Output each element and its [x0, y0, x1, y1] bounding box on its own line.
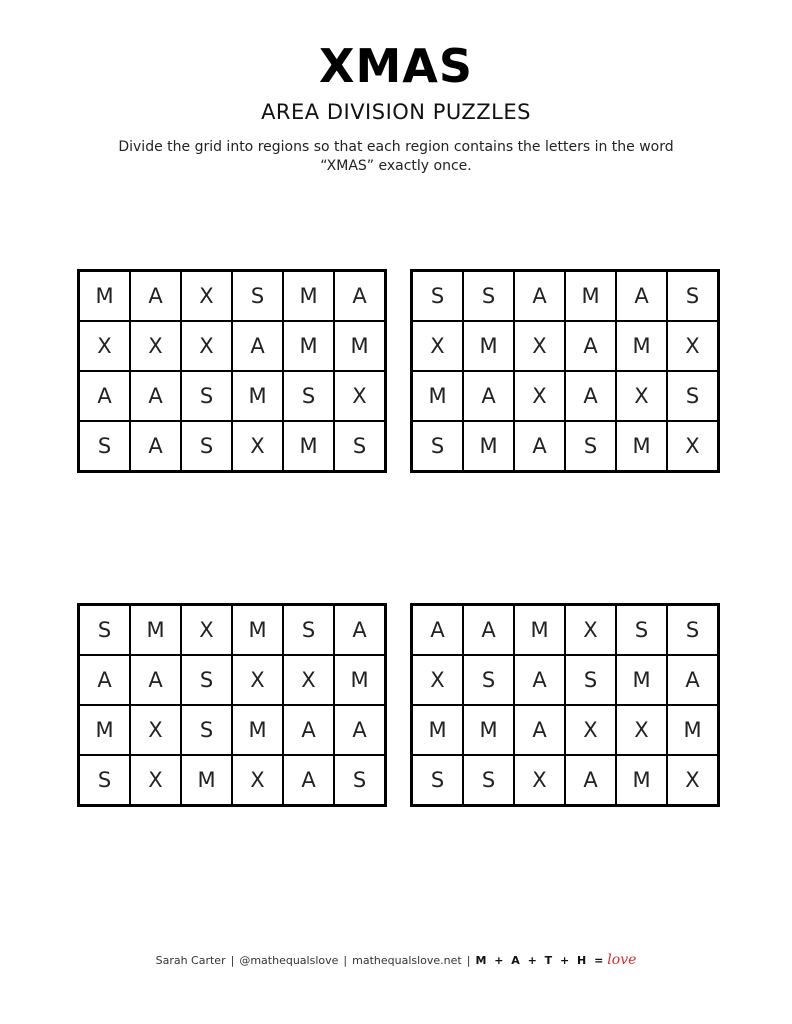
grid-cell: S — [463, 271, 514, 322]
grid-row — [412, 371, 719, 421]
grid-cell: X — [181, 271, 232, 322]
grid-cell: A — [616, 271, 667, 322]
grid-cell: M — [616, 755, 667, 806]
grid-cell: X — [232, 655, 283, 705]
grid-row — [79, 655, 386, 705]
grid-cell: X — [514, 321, 565, 371]
grid-cell: S — [667, 371, 719, 421]
grid-cell: A — [232, 321, 283, 371]
grid-row — [412, 655, 719, 705]
grid-cell: X — [412, 655, 464, 705]
grid-row — [79, 421, 386, 472]
grid-cell: M — [514, 605, 565, 656]
grid-cell: S — [565, 655, 616, 705]
grid-cell: X — [667, 755, 719, 806]
grid-cell: S — [181, 421, 232, 472]
grid-cell: M — [334, 321, 386, 371]
grid-cell: A — [130, 271, 181, 322]
grid-cell: M — [463, 421, 514, 472]
grid-cell: M — [412, 705, 464, 755]
grid-cell: A — [667, 655, 719, 705]
grid-cell: S — [667, 271, 719, 322]
grid-cell: A — [130, 371, 181, 421]
grid-cell: M — [334, 655, 386, 705]
grid-cell: X — [232, 755, 283, 806]
grid-cell: S — [334, 421, 386, 472]
grid-row — [79, 271, 386, 322]
grid-cell: M — [232, 605, 283, 656]
grid-row — [412, 755, 719, 806]
page-title: XMAS — [319, 39, 473, 93]
grid-row — [412, 321, 719, 371]
grid-cell: S — [412, 421, 464, 472]
grid-cell: X — [130, 321, 181, 371]
grid-cell: S — [181, 655, 232, 705]
grid-cell: S — [79, 605, 131, 656]
grid-cell: X — [514, 371, 565, 421]
grid-cell: S — [334, 755, 386, 806]
footer — [0, 952, 792, 968]
grid-cell: A — [334, 705, 386, 755]
grid-cell: M — [181, 755, 232, 806]
grid-cell: X — [334, 371, 386, 421]
grid-cell: A — [565, 371, 616, 421]
puzzle-grid-3 — [77, 603, 387, 807]
grid-cell: M — [232, 705, 283, 755]
grid-cell: X — [667, 321, 719, 371]
footer-separator: | — [343, 954, 348, 967]
grid-cell: S — [463, 655, 514, 705]
grid-cell: X — [232, 421, 283, 472]
grid-cell: A — [79, 371, 131, 421]
grid-row — [79, 321, 386, 371]
grid-cell: A — [514, 271, 565, 322]
grid-cell: A — [334, 605, 386, 656]
grid-cell: A — [514, 655, 565, 705]
grid-cell: M — [130, 605, 181, 656]
grid-cell: M — [283, 271, 334, 322]
grid-cell: S — [565, 421, 616, 472]
grid-row — [412, 421, 719, 472]
grid-cell: X — [565, 605, 616, 656]
grid-cell: X — [616, 705, 667, 755]
grid-cell: A — [463, 371, 514, 421]
grid-cell: M — [232, 371, 283, 421]
grid-cell: A — [283, 705, 334, 755]
grid-cell: S — [181, 371, 232, 421]
grid-cell: A — [463, 605, 514, 656]
grid-cell: S — [232, 271, 283, 322]
grid-cell: X — [283, 655, 334, 705]
grid-cell: A — [283, 755, 334, 806]
grid-cell: M — [463, 705, 514, 755]
grid-cell: M — [667, 705, 719, 755]
grid-row — [412, 605, 719, 656]
grid-cell: S — [412, 755, 464, 806]
grid-row — [412, 271, 719, 322]
grid-cell: S — [412, 271, 464, 322]
grid-cell: S — [667, 605, 719, 656]
grid-cell: A — [130, 655, 181, 705]
grid-cell: X — [130, 705, 181, 755]
grid-cell: M — [283, 321, 334, 371]
instructions-text: Divide the grid into regions so that each region contains the letters in the word “XMAS” exactly once. — [118, 139, 674, 174]
grid-cell: S — [283, 605, 334, 656]
page-subtitle: AREA DIVISION PUZZLES — [261, 100, 531, 124]
grid-cell: M — [616, 655, 667, 705]
grid-cell: A — [412, 605, 464, 656]
grid-row — [79, 755, 386, 806]
puzzle-grid-4 — [410, 603, 720, 807]
grid-cell: A — [565, 755, 616, 806]
grid-cell: S — [283, 371, 334, 421]
grid-cell: X — [565, 705, 616, 755]
grid-cell: M — [463, 321, 514, 371]
grid-cell: M — [283, 421, 334, 472]
grid-cell: S — [79, 755, 131, 806]
grid-cell: A — [565, 321, 616, 371]
grid-cell: S — [181, 705, 232, 755]
grid-cell: X — [181, 605, 232, 656]
grid-cell: M — [79, 705, 131, 755]
grid-cell: M — [79, 271, 131, 322]
grid-cell: A — [334, 271, 386, 322]
puzzle-grid-2 — [410, 269, 720, 473]
grid-cell: X — [616, 371, 667, 421]
footer-website: mathequalslove.net — [352, 954, 462, 967]
grid-cell: X — [79, 321, 131, 371]
grid-cell: M — [616, 321, 667, 371]
grid-cell: S — [616, 605, 667, 656]
puzzle-grid-1 — [77, 269, 387, 473]
grid-cell: X — [412, 321, 464, 371]
footer-love-logo: love — [607, 952, 637, 968]
footer-separator: | — [230, 954, 235, 967]
footer-brand: M + A + T + H = — [475, 954, 606, 967]
grid-cell: X — [130, 755, 181, 806]
footer-author: Sarah Carter — [155, 954, 226, 967]
grid-cell: S — [79, 421, 131, 472]
grid-cell: X — [181, 321, 232, 371]
footer-separator: | — [466, 954, 471, 967]
grid-row — [79, 371, 386, 421]
grid-cell: M — [616, 421, 667, 472]
grid-cell: S — [463, 755, 514, 806]
grid-cell: X — [514, 755, 565, 806]
grid-row — [79, 605, 386, 656]
grid-cell: A — [514, 705, 565, 755]
grid-cell: A — [130, 421, 181, 472]
grid-cell: X — [667, 421, 719, 472]
grid-row — [412, 705, 719, 755]
grid-cell: M — [565, 271, 616, 322]
footer-handle: @mathequalslove — [239, 954, 339, 967]
grid-cell: M — [412, 371, 464, 421]
grid-cell: A — [79, 655, 131, 705]
grid-cell: A — [514, 421, 565, 472]
grid-row — [79, 705, 386, 755]
